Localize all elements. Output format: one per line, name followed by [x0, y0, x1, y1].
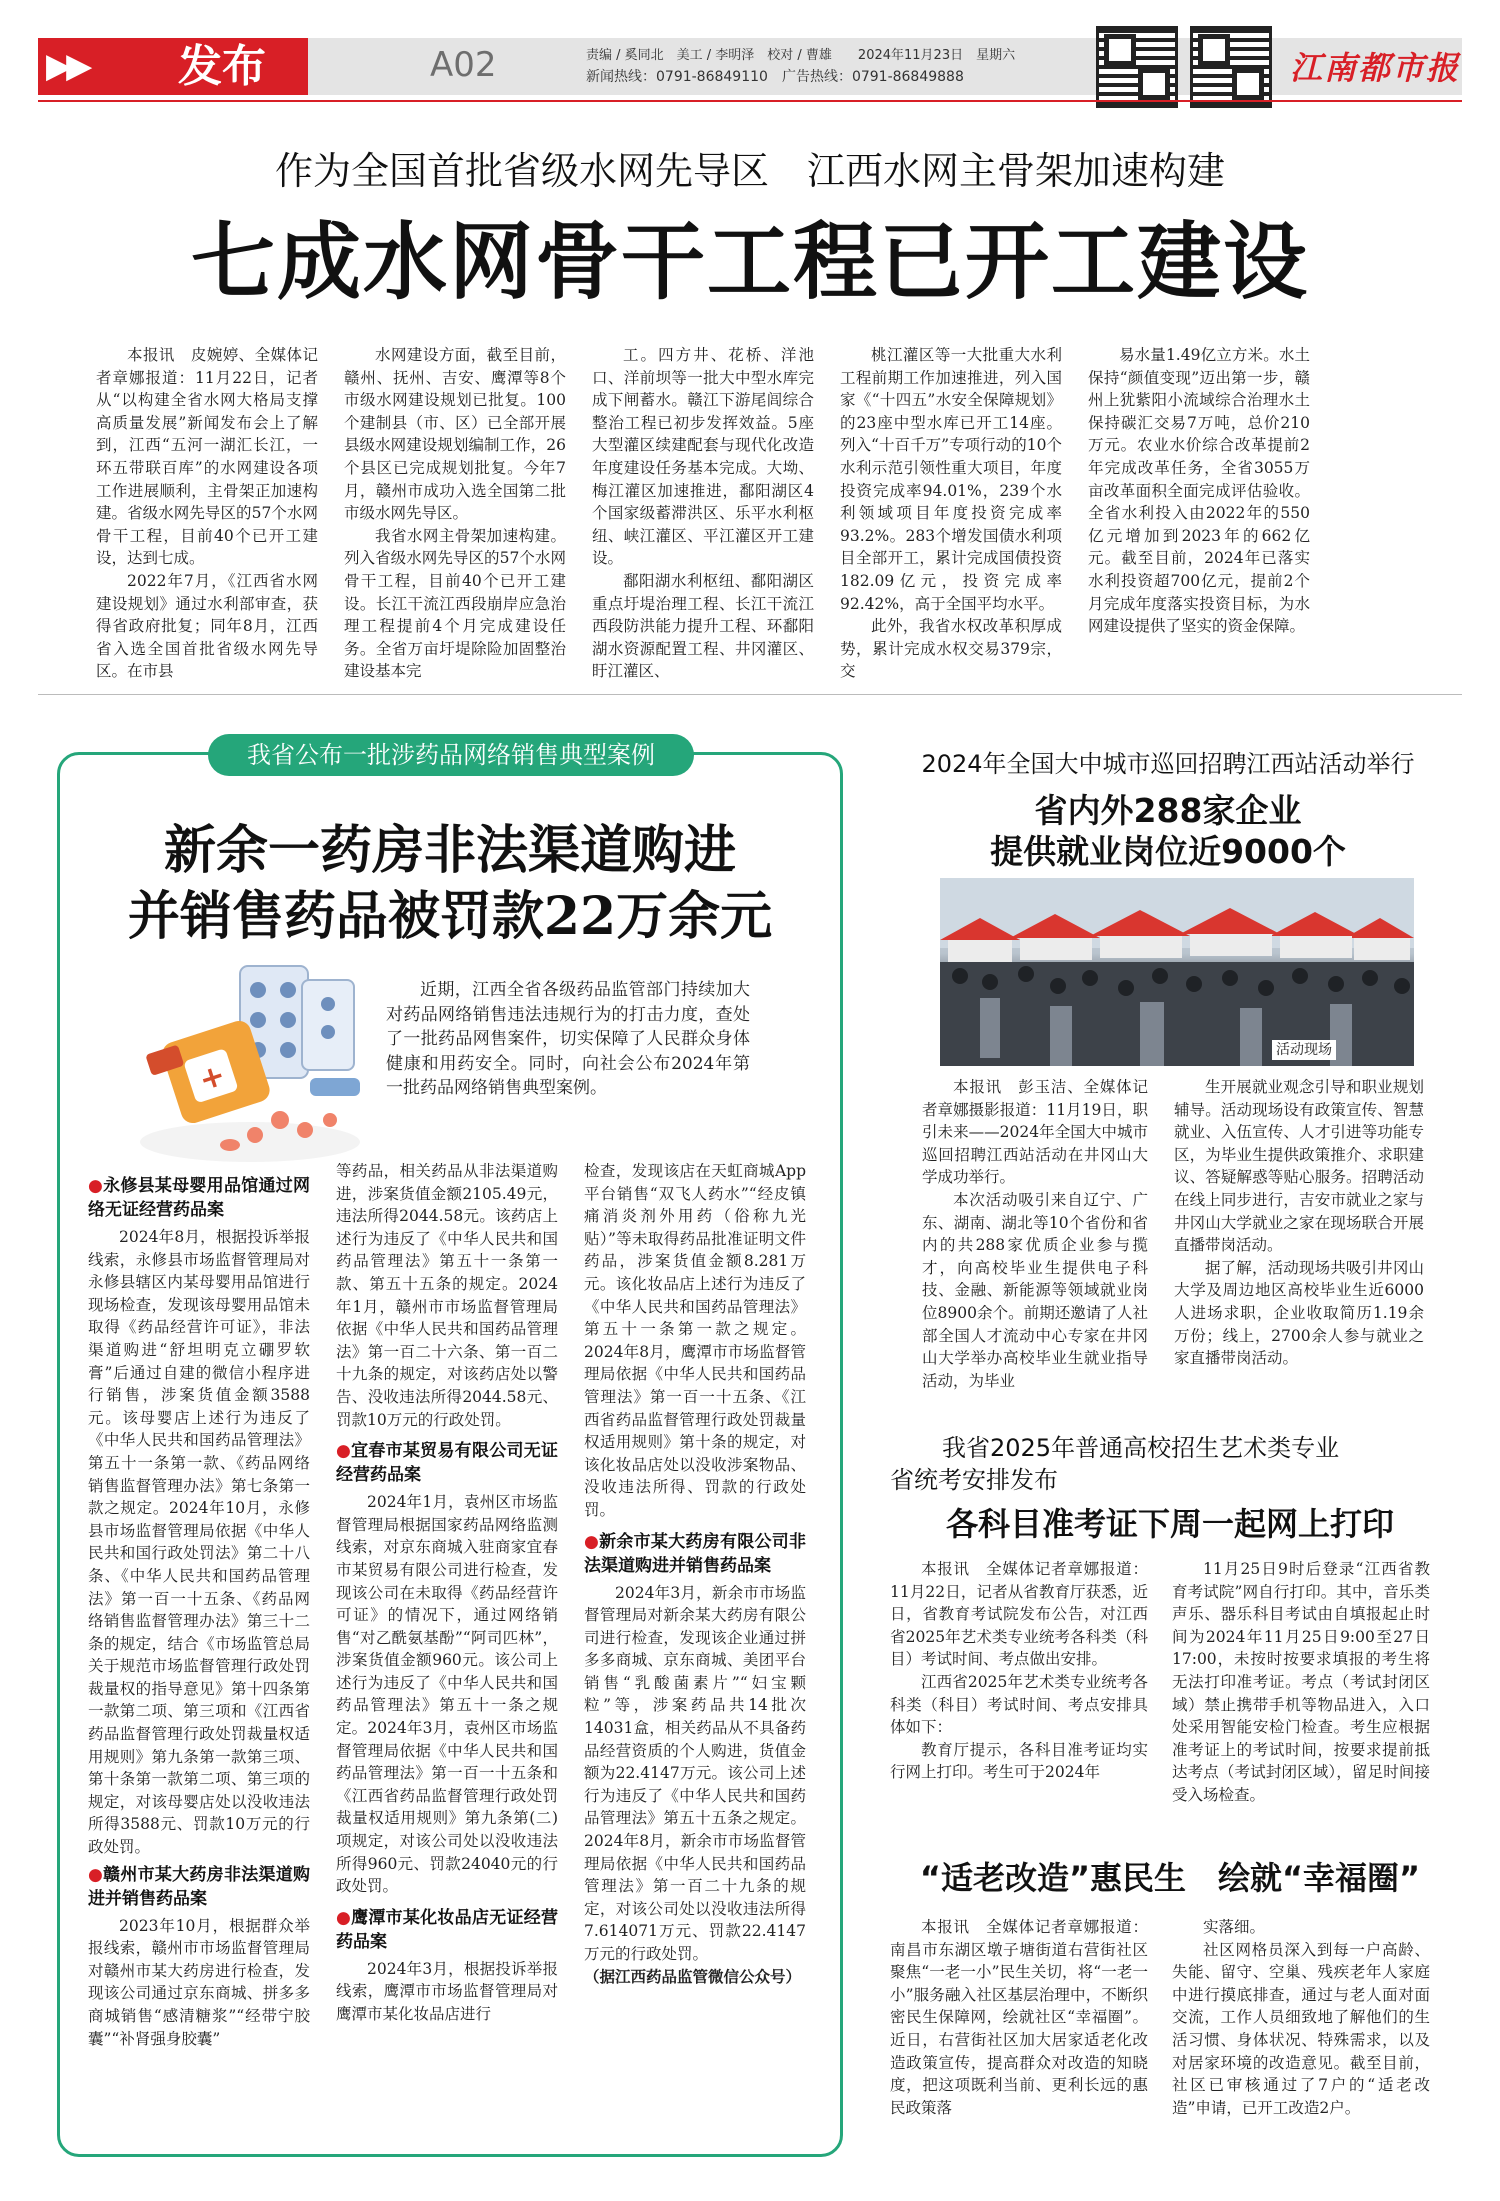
job-title-line-2: 提供就业岗位近9000个 — [990, 832, 1346, 871]
job-kicker: 2024年全国大中城市巡回招聘江西站活动举行 — [921, 750, 1415, 778]
drug-title — [60, 818, 840, 950]
job-column-1 — [922, 1076, 1148, 1406]
paragraph: 本次活动吸引来自辽宁、广东、湖南、湖北等10个省份和省内的共288家优质企业参与揽才，向高校毕业生提供电子科技、金融、新能源等领域就业岗位8900余个。前期还邀请了人社部全国人才流动中心专家在井冈山大学举办高校毕业生就业指导活动，为毕业 — [922, 1190, 1148, 1390]
paragraph: 本报讯 皮婉婷、全媒体记者章娜报道：11月22日，记者从“以构建全省水网大格局支撑高质量发展”新闻发布会上了解到，江西“五河一湖汇长江，一环五带联百库”的水网建设各项工作进展顺利，主骨架正加速构建。省级水网先导区的57个水网骨干工程，目前40个已开工建设，达到七成。 — [96, 346, 318, 568]
paragraph: 本报讯 彭玉洁、全媒体记者章娜摄影报道：11月19日，职引未来——2024年全国大中城市巡回招聘江西站活动在井冈山大学成功举行。 — [922, 1078, 1148, 1187]
paragraph: 此外，我省水权改革积厚成势，累计完成水权交易379宗，交 — [840, 617, 1062, 681]
paragraph: 社区网格员深入到每一户高龄、失能、留守、空巢、残疾老年人家庭中进行摸底排查，通过与老人面对面交流，工作人员细致地了解他们的生活习惯、身体状况、特殊需求，以及对居家环境的改造意见。截至目前，社区已审核通过了7户的“适老改造”申请，已开工改造2户。 — [1172, 1940, 1430, 2117]
job-column-2 — [1174, 1076, 1424, 1406]
case-heading-3: ●宜春市某贸易有限公司无证经营药品案 — [336, 1441, 559, 1486]
divider — [38, 694, 1462, 695]
section-label: 发布 — [178, 41, 266, 92]
paragraph: 水网建设方面，截至目前，赣州、抚州、吉安、鹰潭等8个市级水网建设规划已批复。100个建制县（市、区）已全部开展县级水网建设规划编制工作，26个县区已完成规划批复。今年7月，赣州市成功入选全国第二批市级水网先导区。 — [344, 346, 566, 523]
paragraph: 桃江灌区等一大批重大水利工程前期工作加速推进，列入国家《“十四五”水安全保障规划》的23座中型水库已开工14座。列入“十百千万”专项行动的10个水利示范引领性重大项目，年度投资完成率94.01%，239个水利领域项目年度投资完成率93.2%。283个增发国债水利项目全部开工，累计完成国债投资182.09亿元，投资完成率92.42%，高于全国平均水平。 — [840, 346, 1062, 613]
paragraph: 我省水网主骨架加速构建。列入省级水网先导区的57个水网骨干工程，目前40个已开工建设。长江干流江西段崩岸应急治理工程提前4个月完成建设任务。全省万亩圩堤除险加固整治建设基本完 — [344, 526, 566, 681]
drug-title-line-2: 并销售药品被罚款22万余元 — [127, 886, 773, 947]
qr-code-icon — [1096, 26, 1178, 108]
paragraph: 工。四方井、花桥、洋池口、洋前坝等一批大中型水库完成下闸蓄水。赣江下游尾闾综合整治工程已初步发挥效益。5座大型灌区续建配套与现代化改造年度建设任务基本完成。大坳、梅江灌区加速推进，鄱阳湖区4个国家级蓄滞洪区、乐平水利枢纽、峡江灌区、平江灌区开工建设。 — [592, 346, 814, 568]
lead-column-1 — [96, 344, 318, 681]
drug-box-label: 我省公布一批涉药品网络销售典型案例 — [208, 734, 694, 776]
hotline: 新闻热线：0791-86849110 广告热线：0791-86849888 — [586, 69, 964, 85]
exam-kicker: 我省2025年普通高校招生艺术类专业 省统考安排发布 — [890, 1434, 1340, 1494]
lead-column-4 — [840, 344, 1062, 681]
paragraph: 11月25日9时后登录“江西省教育考试院”网自行打印。其中，音乐类声乐、器乐科目考试由自填报起止时间为2024年11月25日9:00至27日17:00，未按时按要求填报的考生将无法打印准考证。考点（考试封闭区域）禁止携带手机等物品进入，入口处采用智能安检门检查。考生应根据准考证上的考试时间，按要求提前抵达考点（考试封闭区域），留足时间接受入场检查。 — [1172, 1560, 1430, 1804]
paragraph: 本报讯 全媒体记者章娜报道：11月22日，记者从省教育厅获悉，近日，省教育考试院发布公告，对江西省2025年艺术类专业统考各科类（科目）考试时间、考点做出安排。 — [890, 1560, 1148, 1669]
paragraph: 实落细。 — [1203, 1918, 1266, 1936]
svg-text:+: + — [194, 1057, 230, 1099]
drug-source: （据江西药品监管微信公众号） — [584, 1966, 802, 1986]
job-fair-photo — [940, 878, 1414, 1066]
elder-column-1 — [890, 1916, 1148, 2160]
masthead-logo: 江南都市报 — [1290, 49, 1461, 87]
paragraph: 2022年7月，《江西省水网建设规划》通过水利部审查，获得省政府批复；同年8月，江西省入选全国首批省级水网先导区。在市县 — [96, 571, 318, 681]
photo-caption: 活动现场 — [1272, 1040, 1336, 1060]
lead-headline: 七成水网骨干工程已开工建设 — [190, 212, 1309, 311]
job-title-line-1: 省内外288家企业 — [1034, 791, 1302, 830]
drug-column-3: 检查，发现该店在天虹商城App平台销售“双飞人药水”“经皮镇痛消炎剂外用药（俗称九光贴）”等未取得药品批准证明文件药品，涉案货值金额8.281万元。该化妆品店上述行为违反了《中华人民共和国药品管理法》第五十一条第一款之规定。2024年8月，鹰潭市市场监督管理局依据《中华人民共和国药品管理法》第一百一十五条、《江西省药品监督管理行政处罚裁量权适用规则》第十条的规定，对该化妆品店处以没收涉案物品、没收违法所得、罚款的行政处罚。 ●新余市某大药房有限公司非法渠道购进并销售药品案 2024年3月，新余市市场监督管理局对新余某大药房有限公司进行检查，发现该企业通过拼多多商城、京东商城、美团平台销售“乳酸菌素片”“妇宝颗粒”等，涉案药品共14批次14031盒，相关药品从不具备药品经营资质的个人购进，货值金额为22.4147万元。该公司上述行为违反了《中华人民共和国药品管理法》第五十五条之规定。2024年8月，新余市市场监督管理局依据《中华人民共和国药品管理法》第一百二十九条的规定，对该公司处以没收违法所得7.614071万元、罚款22.4147万元的行政处罚。 （据江西药品监管微信公众号） — [584, 1160, 806, 2135]
paragraph: 本报讯 全媒体记者章娜报道：南昌市东湖区墩子塘街道右营街社区聚焦“一老一小”民生关切，将“一老一小”服务融入社区基层治理中，不断织密民生保障网，绘就社区“幸福圈”。近日，右营街社区加大居家适老化改造政策宣传，提高群众对改造的知晓度，把这项既利当前、更利长远的惠民政策落 — [890, 1918, 1148, 2117]
exam-title: 各科目准考证下周一起网上打印 — [945, 1505, 1394, 1543]
elder-column-2 — [1172, 1916, 1430, 2160]
paragraph: 鄱阳湖水利枢纽、鄱阳湖区重点圩堤治理工程、长江干流江西段防洪能力提升工程、环鄱阳湖水资源配置工程、井冈灌区、盱江灌区、 — [592, 571, 814, 681]
paragraph: 易水量1.49亿立方米。水土保持“颜值变现”迈出第一步，赣州上犹紫阳小流域综合治理水土保持碳汇交易7万吨，总价210万元。农业水价综合改革提前2年完成改革任务，全省3055万亩改革面积全面完成评估验收。全省水利投入由2022年的550亿元增加到2023年的662亿元。截至目前，2024年已落实水利投资超700亿元，提前2个月完成年度落实投资目标，为水网建设提供了坚实的资金保障。 — [1088, 346, 1310, 636]
elder-title: “适老改造”惠民生 绘就“幸福圈” — [919, 1859, 1421, 1897]
case-heading-2: ●赣州市某大药房非法渠道购进并销售药品案 — [88, 1864, 311, 1909]
case-heading-1: ●永修县某母婴用品馆通过网络无证经营药品案 — [88, 1176, 311, 1220]
paragraph: 江西省2025年艺术类专业统考各科类（科目）考试时间、考点安排具体如下： — [890, 1672, 1148, 1737]
drug-title-line-1: 新余一药房非法渠道购进 — [163, 820, 736, 881]
drug-column-2: 等药品，相关药品从非法渠道购进，涉案货值金额2105.49元，违法所得2044.58元。该药店上述行为违反了《中华人民共和国药品管理法》第五十一条第一款、第五十五条的规定。2024年1月，赣州市市场监督管理局依据《中华人民共和国药品管理法》第一百二十六条、第一百二十九条的规定，对该药店处以警告、没收违法所得2044.58元、罚款10万元的行政处罚。 ●宜春市某贸易有限公司无证经营药品案 2024年1月，袁州区市场监督管理局根据国家药品网络监测线索，对京东商城入驻商家宜春市某贸易有限公司进行检查，发现该公司在未取得《药品经营许可证》的情况下，通过网络销售“对乙酰氨基酚”“阿司匹林”，涉案货值金额960元。该公司上述行为违反了《中华人民共和国药品管理法》第五十一条之规定。2024年3月，袁州区市场监督管理局依据《中华人民共和国药品管理法》第一百一十五条和《江西省药品监督管理行政处罚裁量权适用规则》第九条第(二)项规定，对该公司处以没收违法所得960元、罚款24040元的行政处罚。 ●鹰潭市某化妆品店无证经营药品案 2024年3月，根据投诉举报线索，鹰潭市市场监督管理局对鹰潭市某化妆品店进行 — [336, 1162, 559, 2023]
case-heading-5: ●新余市某大药房有限公司非法渠道购进并销售药品案 — [584, 1531, 807, 1576]
exam-column-2 — [1172, 1558, 1430, 1830]
drug-column-1: ●永修县某母婴用品馆通过网络无证经营药品案 2024年8月，根据投诉举报线索，永修县市场监督管理局对永修县辖区内某母婴用品馆进行现场检查，发现该母婴用品馆未取得《药品经营许可证》，非法渠道购进“舒坦明克立硼罗软膏”后通过自建的微信小程序进行销售，涉案货值金额3588元。该母婴店上述行为违反了《中华人民共和国药品管理法》第五十一条第一款、《药品网络销售监督管理办法》第七条第一款之规定。2024年10月，永修县市场监督管理局依据《中华人民共和国行政处罚法》第二十八条、《中华人民共和国药品管理法》第一百一十五条、《药品网络销售监督管理办法》第三十二条的规定，结合《市场监管总局关于规范市场监督管理行政处罚裁量权的指导意见》第十四条第一款第二项、第三项和《江西省药品监督管理行政处罚裁量权适用规则》第九条第一款第三项、第十条第一款第二项、第三项的规定，对该母婴店处以没收违法所得3588元、罚款10万元的行政处罚。 ●赣州市某大药房非法渠道购进并销售药品案 2023年10月，根据群众举报线索，赣州市市场监督管理局对赣州市某大药房进行检查，发现该公司通过京东商城、拼多多商城销售“感清糖浆”“经带宁胶囊”“补肾强身胶囊” — [88, 1176, 311, 2048]
header-rule — [38, 100, 1462, 102]
qr-code-icon — [1190, 26, 1272, 108]
paragraph: 生开展就业观念引导和职业规划辅导。活动现场设有政策宣传、智慧就业、入伍宣传、人才引进等功能专区，为毕业生提供政策推介、求职建议、答疑解惑等贴心服务。招聘活动在线上同步进行，吉安市就业之家与井冈山大学就业之家在现场联合开展直播带岗活动。 — [1174, 1078, 1424, 1255]
double-arrow-icon: ▶▶ — [46, 46, 87, 86]
paragraph: 教育厅提示，各科目准考证均实行网上打印。考生可于2024年 — [890, 1740, 1148, 1782]
job-fair-scene — [940, 878, 1414, 1066]
lead-column-2 — [344, 344, 566, 681]
exam-column-1 — [890, 1558, 1148, 1830]
lead-kicker: 作为全国首批省级水网先导区 江西水网主骨架加速构建 — [274, 149, 1225, 193]
page-number: A02 — [430, 45, 497, 85]
paragraph: 据了解，活动现场共吸引井冈山大学及周边地区高校毕业生近6000人进场求职，企业收取简历1.19余万份；线上，2700余人参与就业之家直播带岗活动。 — [1174, 1258, 1424, 1368]
lead-column-5 — [1088, 344, 1310, 656]
job-title — [870, 790, 1466, 872]
drug-intro: 近期，江西全省各级药品监管部门持续加大对药品网络销售违法违规行为的打击力度，查处了一批药品网售案件，切实保障了人民群众身体健康和用药安全。同时，向社会公布2024年第一批药品网络销售典型案例。 — [386, 980, 750, 1098]
medicine-illustration — [130, 960, 370, 1165]
case-heading-4: ●鹰潭市某化妆品店无证经营药品案 — [336, 1907, 559, 1952]
credits: 责编 / 奚同北 美工 / 李明泽 校对 / 曹雄 2024年11月23日 星期六 — [586, 48, 1016, 63]
lead-column-3 — [592, 344, 814, 681]
